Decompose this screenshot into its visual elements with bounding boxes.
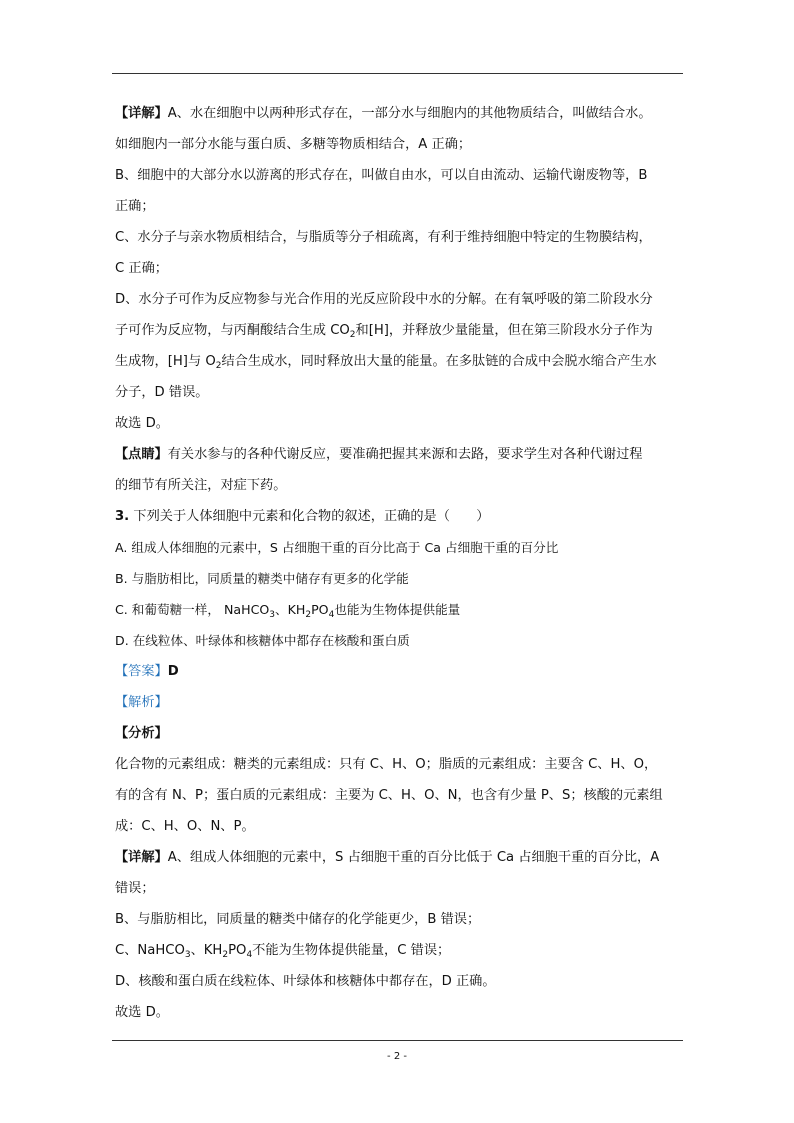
- explain-tag: 【解析】: [115, 695, 168, 710]
- subscript: 2: [349, 330, 356, 340]
- analysis-paragraph-line: 有的含有 N、P；蛋白质的元素组成：主要为 C、H、O、N，也含有少量 P、S；核酸的元素组: [115, 788, 663, 803]
- subscript: 3: [184, 950, 191, 960]
- subscript: 2: [215, 361, 222, 371]
- text-run: 和[H]，并释放少量能量，但在第三阶段水分子作为: [355, 323, 653, 338]
- detail-paragraph-line: [115, 346, 685, 377]
- answer-line: [115, 656, 685, 687]
- page-number: - 2 -: [387, 1051, 407, 1062]
- answer-value: D: [167, 664, 179, 679]
- detail-paragraph-line: 分子，D 错误。: [115, 385, 209, 400]
- question-number: 3.: [115, 509, 130, 524]
- question-text: 下列关于人体细胞中元素和化合物的叙述，正确的是（ ）: [133, 509, 490, 524]
- text-run: C. 和葡萄糖一样， NaHCO: [115, 602, 270, 617]
- point-paragraph-line: [115, 439, 685, 470]
- subscript: 4: [246, 950, 253, 960]
- detail-paragraph-line: [115, 315, 685, 346]
- detail-text: A、水在细胞中以两种形式存在，一部分水与细胞内的其他物质结合，叫做结合水。: [167, 106, 652, 121]
- document-body: [115, 98, 685, 1028]
- text-run: 子可作为反应物，与丙酮酸结合生成 CO: [115, 323, 350, 338]
- text-run: 不能为生物体提供能量，C 错误；: [252, 943, 451, 958]
- text-run: 也能为生物体提供能量: [334, 602, 461, 617]
- detail-paragraph-line: C、水分子与亲水物质相结合，与脂质等分子相疏离，有利于维持细胞中特定的生物膜结构，: [115, 230, 652, 245]
- conclusion-line: 故选 D。: [115, 416, 169, 431]
- detail2-paragraph-line: 错误；: [115, 881, 155, 896]
- analysis-line: [115, 718, 685, 749]
- text-run: 结合生成水，同时释放出大量的能量。在多肽链的合成中会脱水缩合产生水: [221, 354, 657, 369]
- text-run: 生成物，[H]与 O: [115, 354, 216, 369]
- detail-tag: 【详解】: [115, 850, 168, 865]
- question-stem: [115, 501, 685, 532]
- detail2-paragraph-line: B、与脂肪相比，同质量的糖类中储存的化学能更少，B 错误；: [115, 912, 481, 927]
- detail2-paragraph-line: D、核酸和蛋白质在线粒体、叶绿体和核糖体中都存在，D 正确。: [115, 974, 496, 989]
- subscript: 2: [222, 950, 229, 960]
- option-a: A. 组成人体细胞的元素中，S 占细胞干重的百分比高于 Ca 占细胞干重的百分比: [115, 540, 559, 555]
- text-run: C、NaHCO: [115, 943, 185, 958]
- option-c: [115, 594, 685, 625]
- footer-rule: [112, 1040, 683, 1041]
- detail-paragraph-line: 如细胞内一部分水能与蛋白质、多糖等物质相结合，A 正确；: [115, 137, 472, 152]
- text-run: 、KH: [275, 602, 306, 617]
- option-d: D. 在线粒体、叶绿体和核糖体中都存在核酸和蛋白质: [115, 633, 410, 648]
- point-text: 有关水参与的各种代谢反应，要准确把握其来源和去路，要求学生对各种代谢过程: [167, 447, 643, 462]
- subscript: 2: [305, 610, 312, 620]
- detail2-paragraph-line: [115, 842, 685, 873]
- analysis-paragraph-line: 化合物的元素组成：糖类的元素组成：只有 C、H、O；脂质的元素组成：主要含 C、H、O，: [115, 757, 658, 772]
- detail-tag: 【详解】: [115, 106, 168, 121]
- subscript: 4: [328, 610, 335, 620]
- point-tag: 【点睛】: [115, 447, 168, 462]
- detail-paragraph-line: B、细胞中的大部分水以游离的形式存在，叫做自由水，可以自由流动、运输代谢废物等，B: [115, 168, 648, 183]
- detail-paragraph-line: C 正确；: [115, 261, 168, 276]
- option-b: B. 与脂肪相比，同质量的糖类中储存有更多的化学能: [115, 571, 409, 586]
- point-paragraph-line: 的细节有所关注，对症下药。: [115, 478, 287, 493]
- text-run: PO: [311, 602, 329, 617]
- conclusion-line: 故选 D。: [115, 1005, 169, 1020]
- text-run: PO: [228, 943, 247, 958]
- explain-line: [115, 687, 685, 718]
- text-run: 、KH: [190, 943, 223, 958]
- detail-paragraph-line: 正确；: [115, 199, 155, 214]
- analysis-tag: 【分析】: [115, 726, 168, 741]
- subscript: 3: [269, 610, 276, 620]
- detail-paragraph-line: D、水分子可作为反应物参与光合作用的光反应阶段中水的分解。在有氧呼吸的第二阶段水分: [115, 292, 653, 307]
- detail2-paragraph-line: [115, 935, 685, 966]
- detail-paragraph-line: [115, 98, 685, 129]
- answer-tag: 【答案】: [115, 664, 168, 679]
- analysis-paragraph-line: 成：C、H、O、N、P。: [115, 819, 255, 834]
- header-rule: [112, 73, 683, 74]
- detail-text: A、组成人体细胞的元素中，S 占细胞干重的百分比低于 Ca 占细胞干重的百分比，A: [167, 850, 660, 865]
